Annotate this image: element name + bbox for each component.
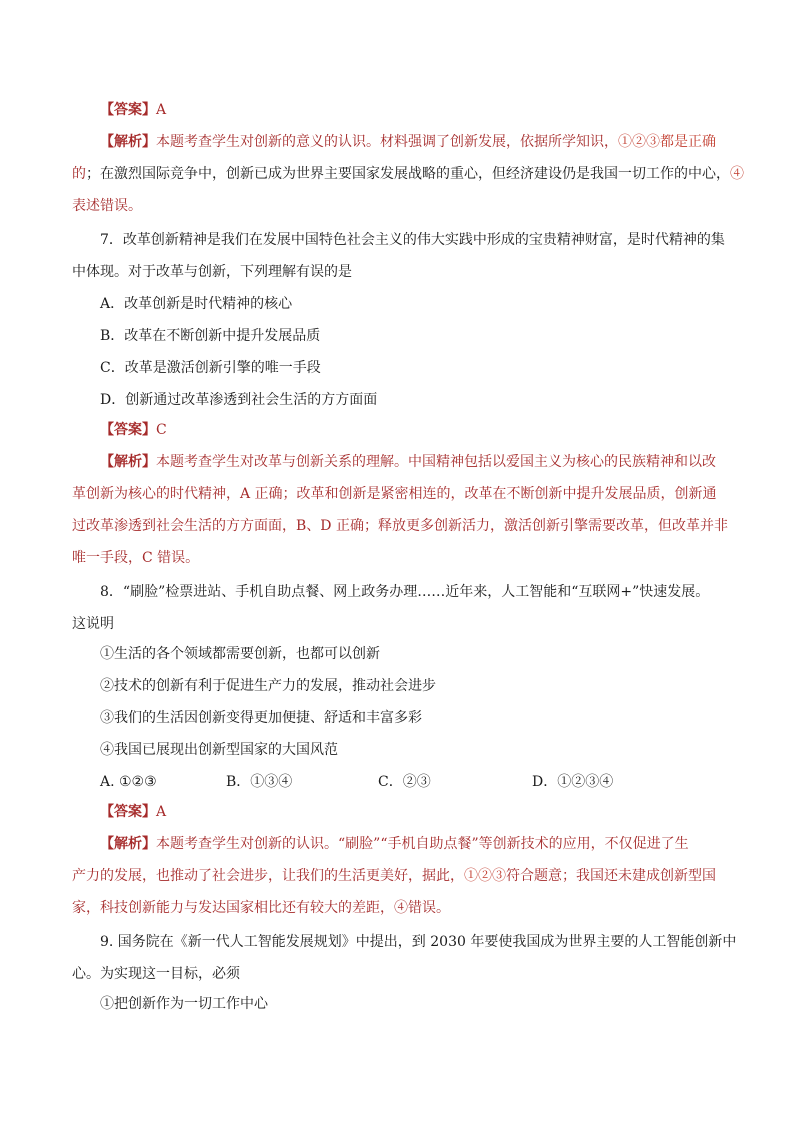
analysis-highlight: ①②③都是正确 xyxy=(618,134,716,150)
analysis-highlight: ④ xyxy=(730,166,744,182)
q7-answer-line xyxy=(100,420,760,440)
question-stem: 心。为实现这一目标，必须 xyxy=(72,966,240,982)
statement-text: ④我国已展现出创新型国家的大国风范 xyxy=(100,742,338,758)
statement-text: ①把创新作为一切工作中心 xyxy=(100,996,268,1012)
q7-stem-line-1 xyxy=(100,230,760,250)
answer-value: C xyxy=(156,422,167,438)
question-stem: 9. 国务院在《新一代人工智能发展规划》中提出，到 2030 年要使我国成为世界主要的人工智能创新中 xyxy=(100,934,737,950)
q7-option-a xyxy=(100,294,760,314)
analysis-highlight: ①②③ xyxy=(464,868,506,884)
statement-text: ①生活的各个领域都需要创新，也都可以创新 xyxy=(100,646,380,662)
analysis-text: 产力的发展，也推动了社会进步，让我们的生活更美好，据此， xyxy=(72,868,464,884)
choice-d: D．①②③④ xyxy=(532,774,614,790)
q9-stem-line-2 xyxy=(72,964,732,984)
analysis-tag: 【解析】 xyxy=(100,454,156,470)
answer-tag: 【答案】 xyxy=(100,422,156,438)
q8-analysis-line-2 xyxy=(72,866,732,886)
question-stem: 中体现。对于改革与创新，下列理解有误的是 xyxy=(72,264,352,280)
q7-stem-line-2 xyxy=(72,262,732,282)
question-stem: 这说明 xyxy=(72,616,114,632)
analysis-text: 家，科技创新能力与发达国家相比还有较大的差距，④错误。 xyxy=(72,900,450,916)
q7-analysis-line-1 xyxy=(100,452,760,472)
analysis-text: 唯一手段，C 错误。 xyxy=(72,550,200,566)
analysis-text: 的 xyxy=(72,166,86,182)
q9-stem-line-1 xyxy=(100,932,760,952)
analysis-text: 本题考查学生对创新的认识。“刷脸”“手机自助点餐”等创新技术的应用，不仅促进了生 xyxy=(156,836,689,852)
q8-item-2 xyxy=(100,676,760,696)
answer-tag: 【答案】 xyxy=(100,102,156,118)
q8-item-3 xyxy=(100,708,760,728)
answer-value: A xyxy=(156,102,167,118)
choice-c: C．②③ xyxy=(378,774,431,790)
q6-analysis-line-2 xyxy=(72,164,744,184)
analysis-tag: 【解析】 xyxy=(100,134,156,150)
choice-b: B．①③④ xyxy=(226,774,293,790)
q7-analysis-line-2 xyxy=(72,484,732,504)
option-text: D．创新通过改革渗透到社会生活的方方面面 xyxy=(100,392,378,408)
question-stem: 7．改革创新精神是我们在发展中国特色社会主义的伟大实践中形成的宝贵精神财富，是时代精神的集 xyxy=(100,232,725,248)
q8-stem-line-2 xyxy=(72,614,732,634)
option-text: C．改革是激活创新引擎的唯一手段 xyxy=(100,360,321,376)
q7-option-d xyxy=(100,390,760,410)
analysis-text: 本题考查学生对创新的意义的认识。材料强调了创新发展，依据所学知识， xyxy=(156,134,618,150)
q7-analysis-line-3 xyxy=(72,516,732,536)
analysis-text: 表述错误。 xyxy=(72,198,142,214)
option-text: B．改革在不断创新中提升发展品质 xyxy=(100,328,321,344)
q9-item-1 xyxy=(100,994,760,1014)
q8-answer-line xyxy=(100,802,760,822)
q7-analysis-line-4 xyxy=(72,548,732,568)
q8-item-1 xyxy=(100,644,760,664)
choice-a: A. ①②③ xyxy=(100,774,157,790)
q6-answer-line xyxy=(100,100,760,120)
analysis-text: ；在激烈国际竞争中，创新已成为世界主要国家发展战略的重心，但经济建设仍是我国一切工作的中心， xyxy=(86,166,730,182)
q6-analysis-line-3 xyxy=(72,196,732,216)
statement-text: ②技术的创新有利于促进生产力的发展，推动社会进步 xyxy=(100,678,436,694)
analysis-text: 过改革渗透到社会生活的方方面面，B、D 正确；释放更多创新活力，激活创新引擎需要改革，但改革并非 xyxy=(72,518,728,534)
answer-tag: 【答案】 xyxy=(100,804,156,820)
option-text: A．改革创新是时代精神的核心 xyxy=(100,296,293,312)
q8-analysis-line-3 xyxy=(72,898,732,918)
answer-value: A xyxy=(156,804,167,820)
q8-choices xyxy=(100,772,760,792)
analysis-text: 本题考查学生对改革与创新关系的理解。中国精神包括以爱国主义为核心的民族精神和以改 xyxy=(156,454,716,470)
analysis-text: 革创新为核心的时代精神，A 正确；改革和创新是紧密相连的，改革在不断创新中提升发展品质，创新通 xyxy=(72,486,717,502)
statement-text: ③我们的生活因创新变得更加便捷、舒适和丰富多彩 xyxy=(100,710,422,726)
q8-item-4 xyxy=(100,740,760,760)
q6-analysis-line-1 xyxy=(100,132,760,152)
q7-option-c xyxy=(100,358,760,378)
q7-option-b xyxy=(100,326,760,346)
analysis-text: 符合题意；我国还未建成创新型国 xyxy=(506,868,716,884)
question-stem: 8．“刷脸”检票进站、手机自助点餐、网上政务办理……近年来，人工智能和“互联网+”快速发展。 xyxy=(100,584,710,600)
analysis-tag: 【解析】 xyxy=(100,836,156,852)
q8-analysis-line-1 xyxy=(100,834,760,854)
q8-stem-line-1 xyxy=(100,582,760,602)
